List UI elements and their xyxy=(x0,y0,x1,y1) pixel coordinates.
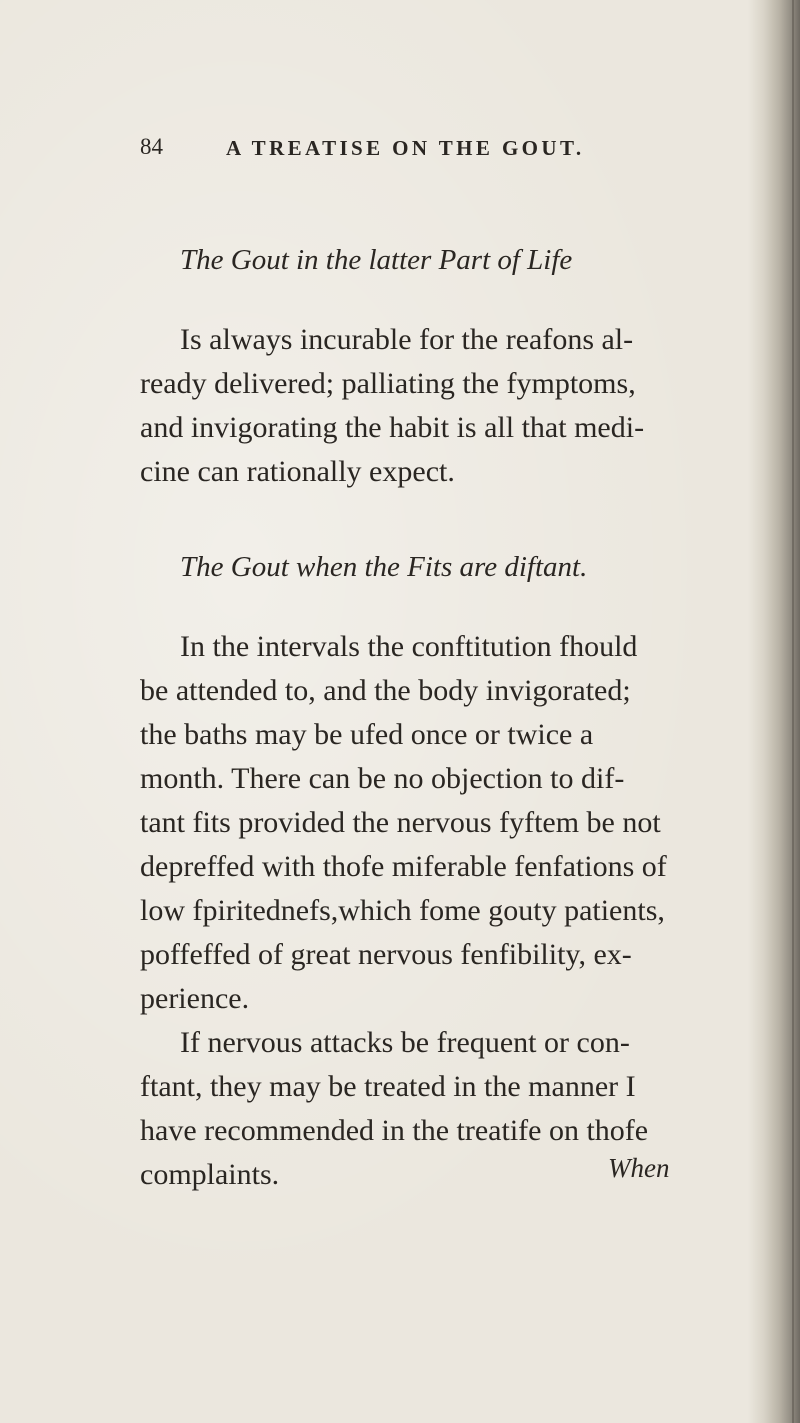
page-header xyxy=(140,134,660,164)
text-line: In the intervals the conftitution fhould xyxy=(180,630,638,663)
text-line: month. There can be no objection to dif- xyxy=(140,762,625,795)
page-edge xyxy=(792,0,794,1423)
text-line: low fpiritednefs,which fome gouty patients, xyxy=(140,894,665,927)
text-line: Is always incurable for the reafons al- xyxy=(180,323,634,356)
text-line: perience. xyxy=(140,982,250,1015)
text-line: complaints. xyxy=(140,1158,280,1191)
section-heading-fits-distant: The Gout when the Fits are diftant. xyxy=(180,551,588,583)
text-line: depreffed with thofe miferable fenfations of xyxy=(140,850,667,883)
page-number: 84 xyxy=(140,134,163,159)
text-line: be attended to, and the body invigorated; xyxy=(140,674,631,707)
catchword: When xyxy=(608,1153,670,1183)
text-line: the baths may be ufed once or twice a xyxy=(140,718,594,751)
section-heading-latter-part-of-life: The Gout in the latter Part of Life xyxy=(180,244,573,276)
text-line: cine can rationally expect. xyxy=(140,455,455,488)
running-title: A TREATISE ON THE GOUT. xyxy=(226,136,585,160)
text-line: and invigorating the habit is all that medi- xyxy=(140,411,645,444)
text-line: poffeffed of great nervous fenfibility, ex- xyxy=(140,938,632,971)
paragraph-incurable xyxy=(140,318,730,494)
text-line: tant fits provided the nervous fyftem be not xyxy=(140,806,661,839)
text-line: If nervous attacks be frequent or con- xyxy=(180,1026,630,1059)
text-line: ftant, they may be treated in the manner I xyxy=(140,1070,636,1103)
text-line: have recommended in the treatife on thofe xyxy=(140,1114,649,1147)
text-line: ready delivered; palliating the fymptoms, xyxy=(140,367,636,400)
paragraph-intervals xyxy=(140,625,730,1021)
